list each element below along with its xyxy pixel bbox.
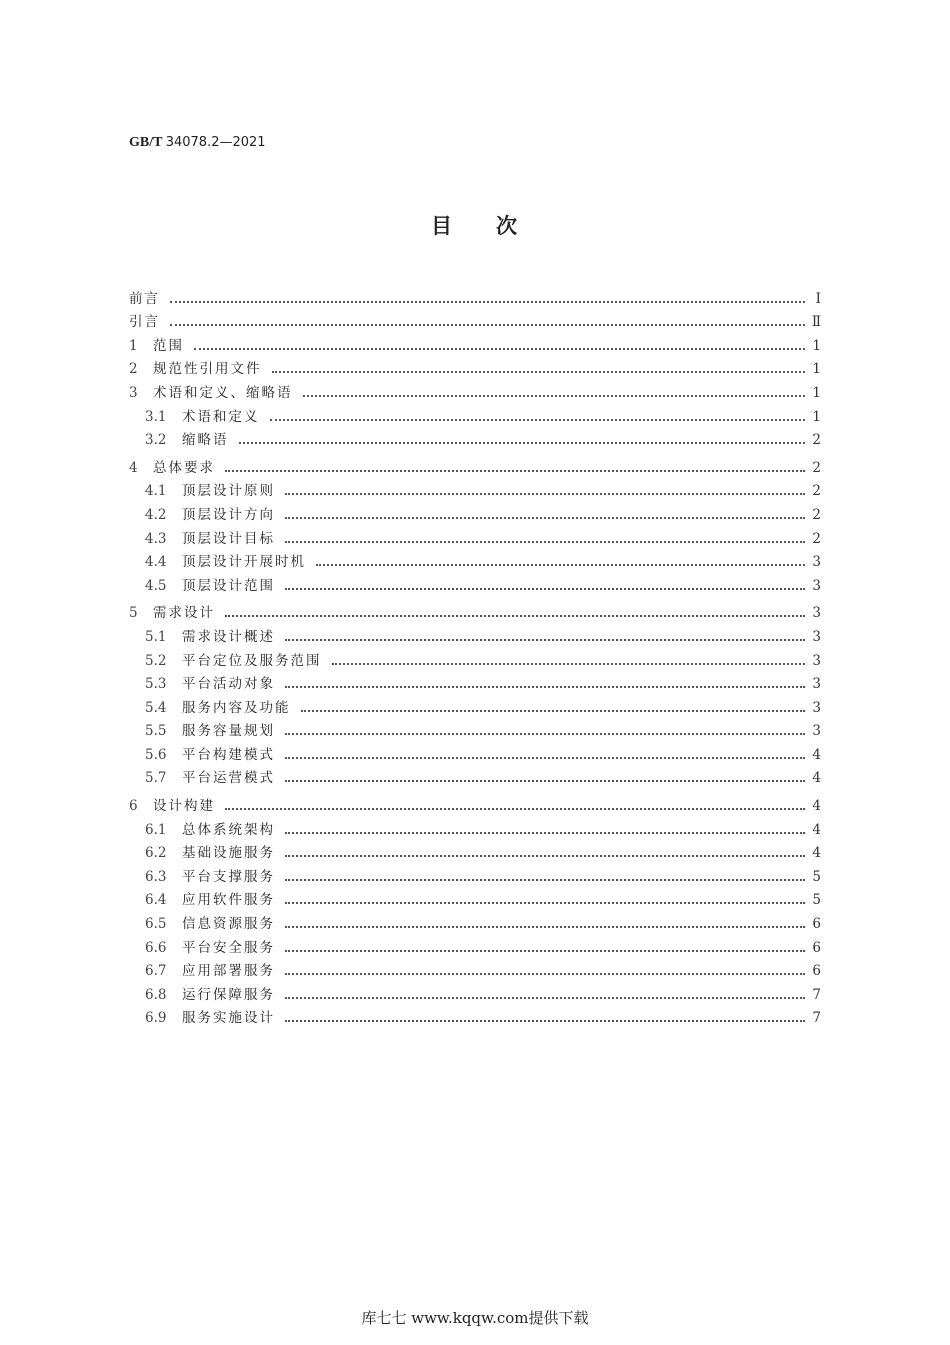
dot-leader bbox=[225, 615, 805, 617]
dot-leader bbox=[225, 470, 805, 472]
toc-entry-title: 服务实施设计 bbox=[182, 1010, 275, 1027]
toc-entry-page: 6 bbox=[812, 916, 821, 933]
dot-leader bbox=[285, 780, 805, 782]
toc-entry[interactable] bbox=[129, 309, 821, 333]
toc-entry-page: 4 bbox=[812, 845, 821, 862]
title-char-1: 目 bbox=[431, 214, 454, 238]
toc-entry-number: 4.3 bbox=[145, 530, 167, 547]
toc-entry-number: 4.1 bbox=[145, 483, 167, 500]
toc-entry-page: 3 bbox=[812, 554, 821, 571]
toc-entry-title: 平台安全服务 bbox=[182, 939, 275, 956]
toc-entry-number: 3.2 bbox=[145, 432, 167, 449]
standard-number bbox=[129, 135, 266, 151]
toc-entry[interactable] bbox=[129, 332, 821, 356]
toc-entry-page: 3 bbox=[812, 577, 821, 594]
toc-entry-page: 5 bbox=[812, 868, 821, 885]
dot-leader bbox=[285, 973, 805, 975]
toc-entry[interactable] bbox=[129, 958, 821, 982]
toc-entry[interactable] bbox=[129, 478, 821, 502]
toc-entry[interactable] bbox=[129, 501, 821, 525]
dot-leader bbox=[285, 639, 805, 641]
toc-entry-number: 1 bbox=[129, 337, 138, 354]
toc-entry-number: 4.2 bbox=[145, 506, 167, 523]
toc-entry[interactable] bbox=[129, 816, 821, 840]
toc-entry[interactable] bbox=[129, 379, 821, 403]
toc-entry-title: 总体系统架构 bbox=[182, 821, 275, 838]
toc-entry[interactable] bbox=[129, 840, 821, 864]
toc-entry-number: 6.4 bbox=[145, 892, 167, 909]
toc-entry-title: 平台活动对象 bbox=[182, 676, 275, 693]
toc-entry-number: 6.2 bbox=[145, 845, 167, 862]
toc-entry-number: 5 bbox=[129, 605, 138, 622]
toc-entry-number: 5.2 bbox=[145, 652, 167, 669]
dot-leader bbox=[170, 324, 805, 326]
toc-entry-title: 平台构建模式 bbox=[182, 746, 275, 763]
dot-leader bbox=[285, 879, 805, 881]
dot-leader bbox=[285, 517, 805, 519]
dot-leader bbox=[285, 1020, 805, 1022]
toc-entry-title: 总体要求 bbox=[153, 459, 215, 476]
toc-entry[interactable] bbox=[129, 863, 821, 887]
toc-entry-page: 7 bbox=[812, 986, 821, 1003]
toc-entry-page: 6 bbox=[812, 963, 821, 980]
toc-entry-page: 5 bbox=[812, 892, 821, 909]
toc-entry-title: 服务容量规划 bbox=[182, 723, 275, 740]
dot-leader bbox=[285, 493, 805, 495]
standard-prefix: GB/T bbox=[129, 135, 163, 150]
dot-leader bbox=[270, 419, 806, 421]
toc-entry-page: 3 bbox=[812, 723, 821, 740]
toc-entry-page: 1 bbox=[812, 337, 821, 354]
toc-entry-page: 2 bbox=[812, 506, 821, 523]
toc-entry-page: 1 bbox=[812, 408, 821, 425]
dot-leader bbox=[194, 348, 805, 350]
toc-entry-title: 基础设施服务 bbox=[182, 845, 275, 862]
toc-entry-title: 设计构建 bbox=[153, 798, 215, 815]
dot-leader bbox=[301, 710, 806, 712]
toc-entry[interactable] bbox=[129, 403, 821, 427]
toc-entry[interactable] bbox=[129, 356, 821, 380]
dot-leader bbox=[170, 301, 805, 303]
toc-entry-title: 需求设计 bbox=[153, 605, 215, 622]
toc-entry[interactable] bbox=[129, 934, 821, 958]
toc-entry[interactable] bbox=[129, 1005, 821, 1029]
toc-entry-number: 3 bbox=[129, 384, 138, 401]
toc-entry[interactable] bbox=[129, 600, 821, 624]
dot-leader bbox=[285, 832, 805, 834]
toc-entry[interactable] bbox=[129, 792, 821, 816]
toc-entry-number: 5.5 bbox=[145, 723, 167, 740]
table-of-contents bbox=[129, 285, 821, 1028]
standard-code: 34078.2—2021 bbox=[165, 135, 266, 150]
toc-entry-number: 6.8 bbox=[145, 986, 167, 1003]
dot-leader bbox=[285, 541, 805, 543]
page-title bbox=[0, 210, 950, 240]
dot-leader bbox=[303, 395, 806, 397]
toc-entry[interactable] bbox=[129, 454, 821, 478]
dot-leader bbox=[285, 997, 805, 999]
dot-leader bbox=[285, 902, 805, 904]
toc-entry-title: 缩略语 bbox=[182, 432, 229, 449]
toc-entry-number: 4.4 bbox=[145, 554, 167, 571]
toc-entry-page: 4 bbox=[812, 821, 821, 838]
dot-leader bbox=[285, 926, 805, 928]
dot-leader bbox=[285, 733, 805, 735]
toc-entry-number: 5.1 bbox=[145, 628, 167, 645]
toc-entry-title: 信息资源服务 bbox=[182, 916, 275, 933]
dot-leader bbox=[239, 442, 806, 444]
toc-entry-title: 顶层设计范围 bbox=[182, 577, 275, 594]
toc-entry[interactable] bbox=[129, 718, 821, 742]
toc-entry-number: 6.6 bbox=[145, 939, 167, 956]
toc-entry-page: 3 bbox=[812, 676, 821, 693]
toc-entry-title: 应用软件服务 bbox=[182, 892, 275, 909]
toc-entry-page: 2 bbox=[812, 459, 821, 476]
toc-entry[interactable] bbox=[129, 572, 821, 596]
toc-entry-title: 术语和定义、缩略语 bbox=[153, 384, 293, 401]
toc-entry[interactable] bbox=[129, 285, 821, 309]
toc-entry-number: 5.6 bbox=[145, 746, 167, 763]
toc-entry-page: 2 bbox=[812, 432, 821, 449]
footer-watermark: 库七七 www.kqqw.com提供下载 bbox=[361, 1309, 589, 1327]
toc-entry[interactable] bbox=[129, 647, 821, 671]
toc-entry-number: 4.5 bbox=[145, 577, 167, 594]
toc-entry-number: 2 bbox=[129, 361, 138, 378]
toc-entry-title: 顶层设计原则 bbox=[182, 483, 275, 500]
toc-entry-page: 4 bbox=[812, 746, 821, 763]
toc-entry-number: 6.9 bbox=[145, 1010, 167, 1027]
toc-entry-title: 需求设计概述 bbox=[182, 628, 275, 645]
dot-leader bbox=[332, 663, 806, 665]
dot-leader bbox=[285, 757, 805, 759]
toc-entry-number: 5.4 bbox=[145, 699, 167, 716]
toc-entry-title: 顶层设计方向 bbox=[182, 506, 275, 523]
toc-entry-title: 应用部署服务 bbox=[182, 963, 275, 980]
dot-leader bbox=[285, 686, 805, 688]
toc-entry[interactable] bbox=[129, 981, 821, 1005]
toc-entry-number: 6.1 bbox=[145, 821, 167, 838]
toc-entry-title: 范围 bbox=[153, 337, 184, 354]
toc-entry-number: 4 bbox=[129, 459, 138, 476]
toc-entry-page: 4 bbox=[812, 798, 821, 815]
toc-entry[interactable] bbox=[129, 671, 821, 695]
toc-entry-number: 6.3 bbox=[145, 868, 167, 885]
dot-leader bbox=[316, 564, 805, 566]
toc-entry[interactable] bbox=[129, 623, 821, 647]
toc-entry[interactable] bbox=[129, 427, 821, 451]
toc-entry-page: 4 bbox=[812, 770, 821, 787]
dot-leader bbox=[225, 808, 805, 810]
toc-entry-page: 3 bbox=[812, 652, 821, 669]
toc-entry[interactable] bbox=[129, 887, 821, 911]
toc-entry-number: 5.3 bbox=[145, 676, 167, 693]
toc-entry-number: 6.7 bbox=[145, 963, 167, 980]
toc-entry-page: 1 bbox=[812, 361, 821, 378]
dot-leader bbox=[285, 588, 805, 590]
dot-leader bbox=[272, 371, 806, 373]
toc-entry-page: Ⅱ bbox=[811, 314, 821, 331]
toc-entry-title: 顶层设计目标 bbox=[182, 530, 275, 547]
dot-leader bbox=[285, 855, 805, 857]
toc-entry-page: 1 bbox=[812, 384, 821, 401]
toc-entry-number: 6 bbox=[129, 798, 138, 815]
toc-entry-page: 7 bbox=[812, 1010, 821, 1027]
toc-entry-number: 3.1 bbox=[145, 408, 167, 425]
toc-entry[interactable] bbox=[129, 549, 821, 573]
toc-entry-title: 服务内容及功能 bbox=[182, 699, 291, 716]
toc-entry-title: 前言 bbox=[129, 290, 160, 307]
toc-entry-title: 顶层设计开展时机 bbox=[182, 554, 306, 571]
toc-entry-page: 3 bbox=[812, 605, 821, 622]
toc-entry-number: 6.5 bbox=[145, 916, 167, 933]
toc-entry-title: 平台定位及服务范围 bbox=[182, 652, 322, 669]
toc-entry[interactable] bbox=[129, 694, 821, 718]
toc-entry[interactable] bbox=[129, 741, 821, 765]
toc-entry-page: Ⅰ bbox=[815, 290, 821, 307]
toc-entry-number: 5.7 bbox=[145, 770, 167, 787]
toc-entry-page: 3 bbox=[812, 699, 821, 716]
dot-leader bbox=[285, 950, 805, 952]
title-char-2: 次 bbox=[496, 214, 519, 238]
toc-entry-page: 2 bbox=[812, 530, 821, 547]
toc-entry[interactable] bbox=[129, 765, 821, 789]
toc-entry-title: 平台支撑服务 bbox=[182, 868, 275, 885]
toc-entry-title: 平台运营模式 bbox=[182, 770, 275, 787]
toc-entry-title: 规范性引用文件 bbox=[153, 361, 262, 378]
toc-entry-page: 6 bbox=[812, 939, 821, 956]
toc-entry[interactable] bbox=[129, 525, 821, 549]
toc-entry-title: 术语和定义 bbox=[182, 408, 260, 425]
toc-entry-title: 引言 bbox=[129, 314, 160, 331]
toc-entry-title: 运行保障服务 bbox=[182, 986, 275, 1003]
toc-entry[interactable] bbox=[129, 910, 821, 934]
toc-entry-page: 3 bbox=[812, 628, 821, 645]
toc-entry-page: 2 bbox=[812, 483, 821, 500]
